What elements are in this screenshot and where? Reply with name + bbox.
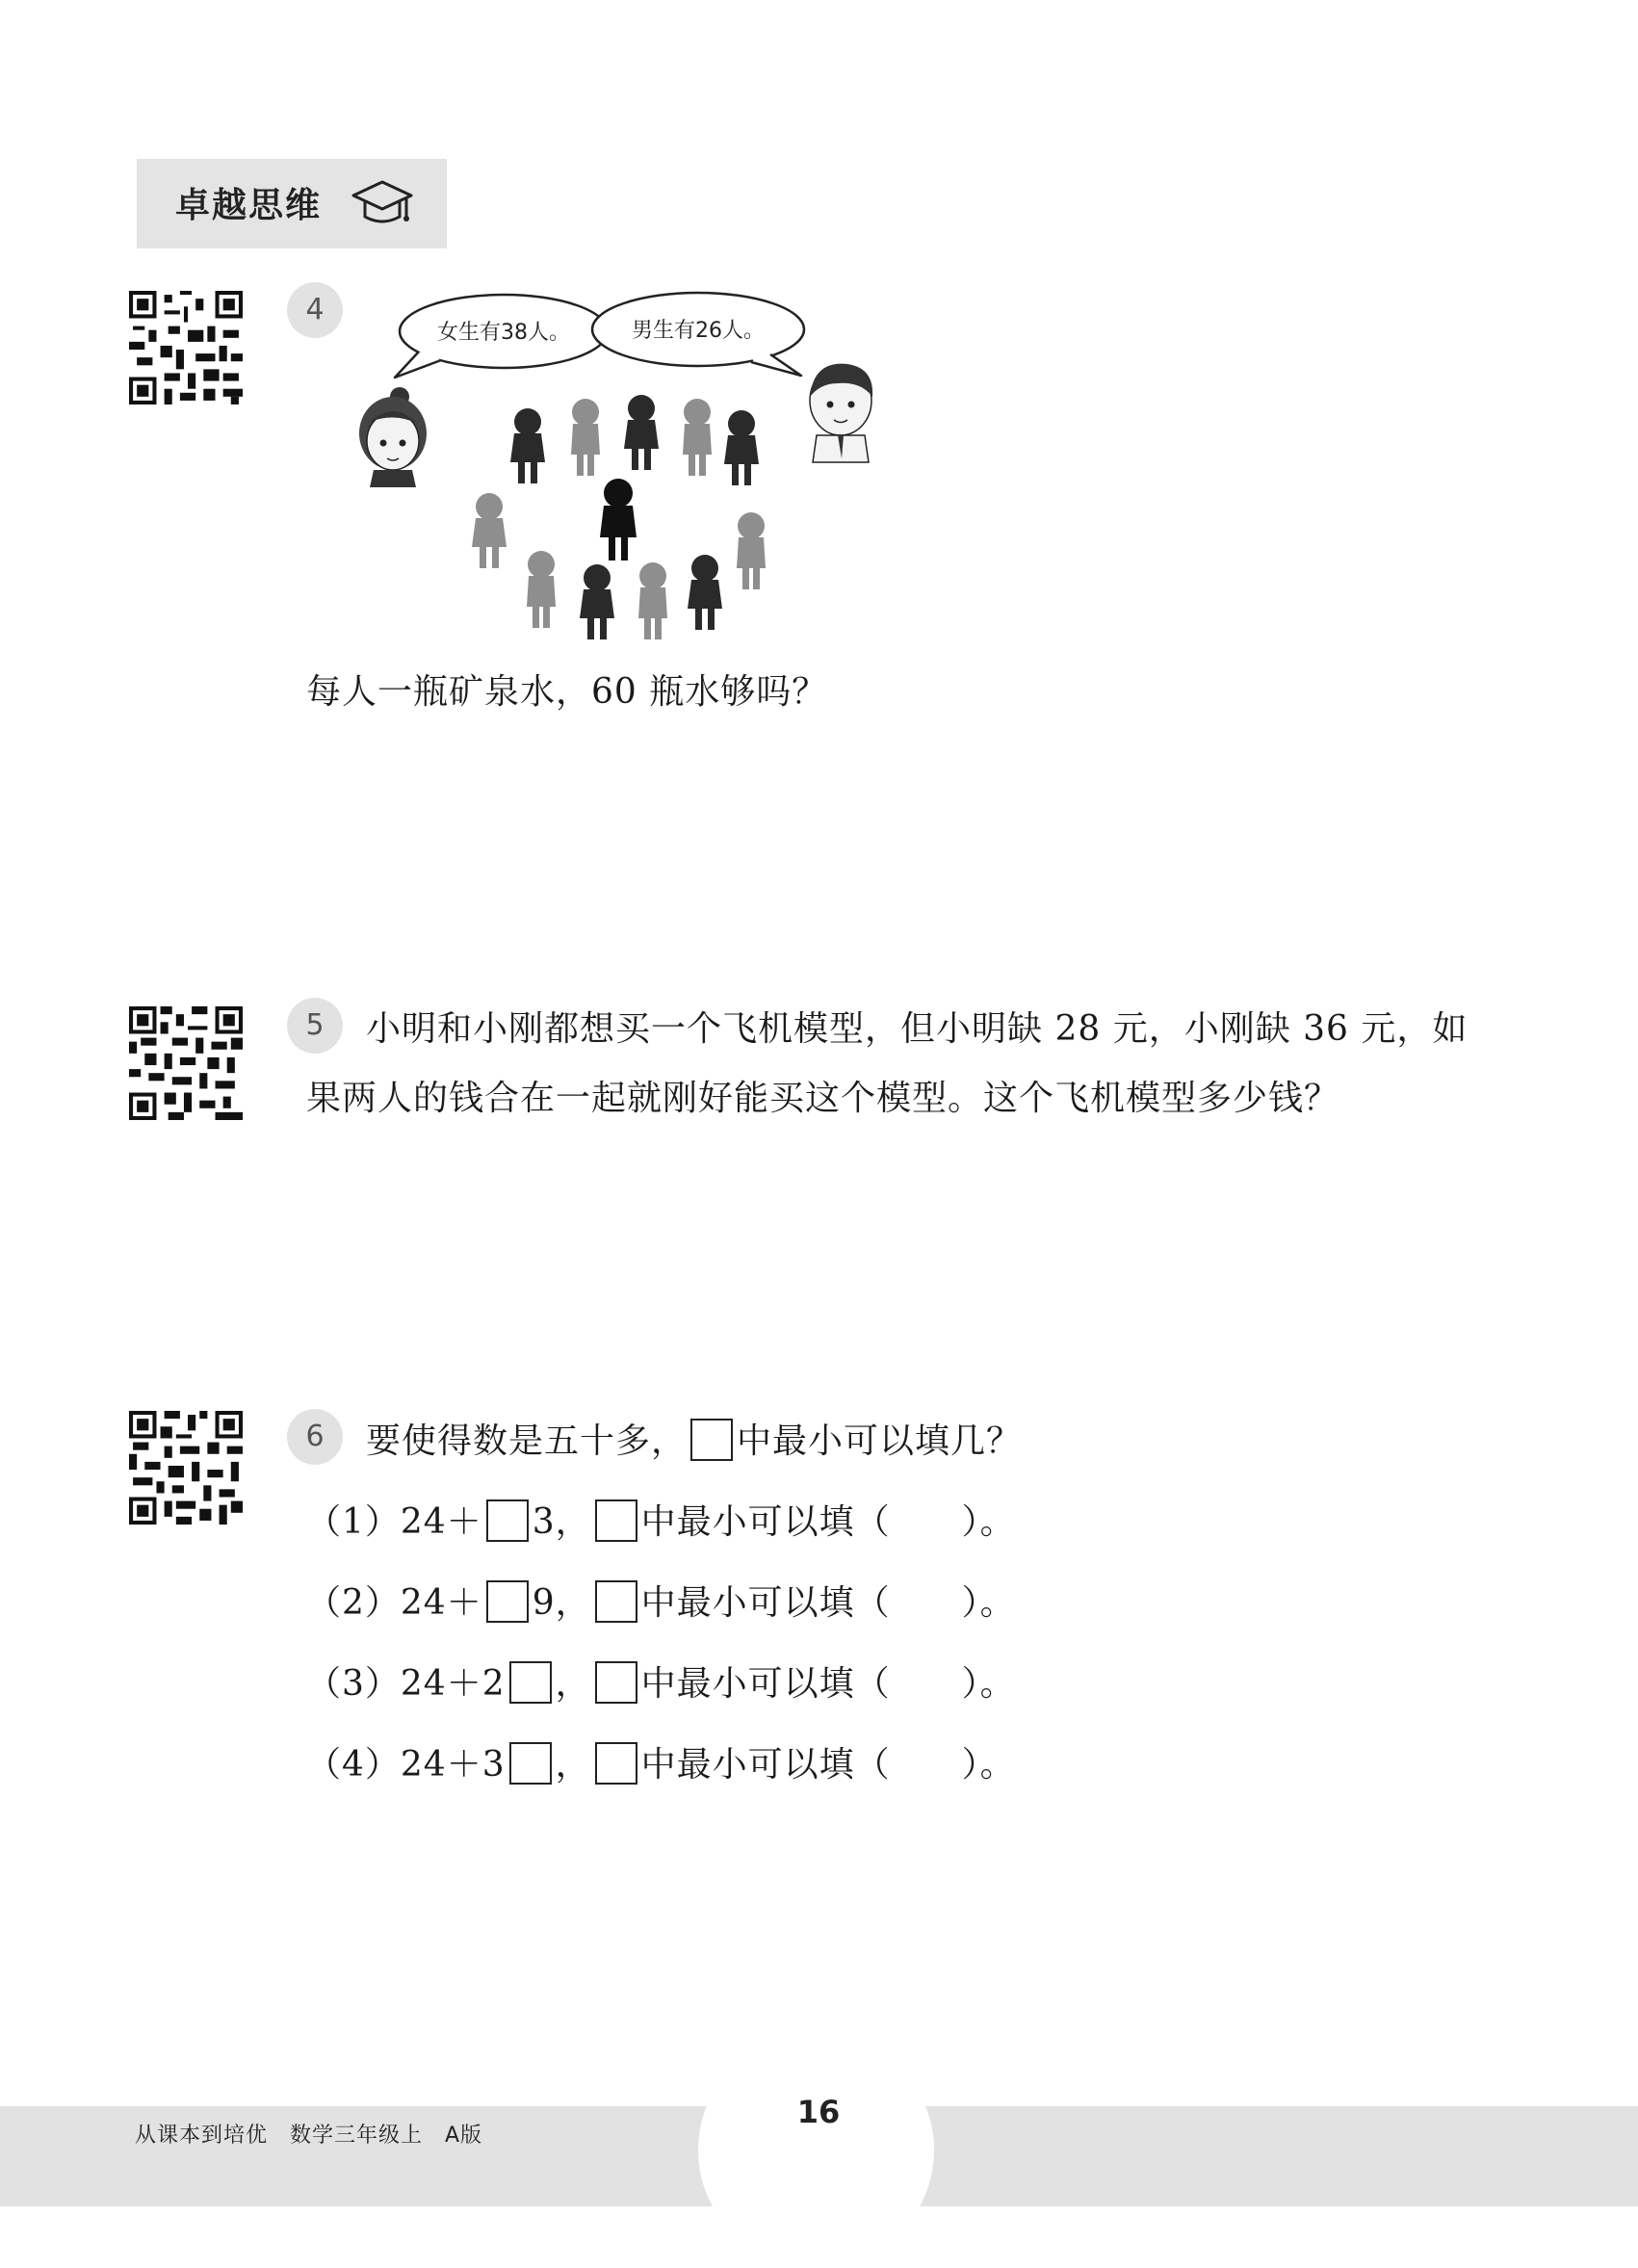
answer-box[interactable] [486, 1580, 529, 1623]
qr-code-q4[interactable] [129, 291, 243, 404]
section-header [137, 159, 447, 248]
question-number-6: 6 [287, 1409, 343, 1465]
silhouette-8 [737, 512, 766, 589]
silhouette-4 [683, 399, 712, 476]
silhouette-3 [624, 395, 659, 470]
q6-item-1-tail: 中最小可以填（ ）。 [640, 1502, 1016, 1542]
silhouette-12 [688, 555, 722, 630]
silhouette-2 [571, 399, 600, 476]
q6-item-1-label: （1）24＋ [306, 1502, 482, 1542]
qr-code-q5[interactable] [129, 1006, 243, 1120]
boy-figure [810, 364, 872, 462]
graduation-cap-icon [349, 174, 416, 232]
silhouette-10 [580, 564, 614, 639]
blank-box [595, 1580, 637, 1623]
speech-bubble-boy [592, 293, 804, 376]
q6-item-3 [306, 1656, 1016, 1708]
q4-question-text: 每人一瓶矿泉水，60 瓶水够吗？ [306, 672, 828, 712]
q5-text-line1: 小明和小刚都想买一个飞机模型，但小明缺 28 元，小刚缺 36 元，如 [366, 1009, 1469, 1049]
silhouette-9 [527, 551, 556, 628]
q6-item-2-label: （2）24＋ [306, 1583, 482, 1623]
footer-page-circle [698, 2032, 934, 2268]
q6-item-4-tail: 中最小可以填（ ）。 [640, 1745, 1016, 1785]
blank-box [595, 1661, 637, 1704]
q6-prompt-after: 中最小可以填几？ [737, 1421, 1023, 1461]
silhouette-11 [638, 562, 667, 639]
student-silhouettes [472, 395, 766, 639]
q6-item-3-tail: 中最小可以填（ ）。 [640, 1664, 1016, 1704]
bubble-boy-text: 男生有26人。 [632, 319, 765, 343]
q6-prompt [366, 1414, 1022, 1465]
q6-item-2-mid: 9， [532, 1583, 591, 1623]
question-number-5: 5 [287, 998, 343, 1054]
qr-code-q6[interactable] [129, 1411, 243, 1525]
footer-book-title: 从课本到培优 数学三年级上 A版 [135, 2124, 483, 2148]
silhouette-6 [472, 493, 507, 568]
q6-item-2-tail: 中最小可以填（ ）。 [640, 1583, 1016, 1623]
silhouette-1 [510, 408, 545, 483]
answer-box[interactable] [509, 1742, 552, 1785]
q6-item-2 [306, 1576, 1016, 1627]
q6-item-3-label: （3）24＋2 [306, 1664, 506, 1704]
q6-item-1-mid: 3， [532, 1502, 591, 1542]
q6-prompt-before: 要使得数是五十多， [366, 1421, 688, 1461]
answer-box[interactable] [509, 1661, 552, 1704]
q5-text-line2: 果两人的钱合在一起就刚好能买这个模型。这个飞机模型多少钱？ [306, 1079, 1340, 1118]
illustration-students [327, 289, 905, 655]
q6-item-4 [306, 1737, 1016, 1788]
page-number: 16 [796, 2094, 841, 2130]
q6-item-4-mid: ， [555, 1745, 591, 1785]
girl-figure [359, 387, 427, 487]
speech-bubble-girl [395, 295, 608, 378]
section-title: 卓越思维 [175, 186, 323, 225]
blank-box [690, 1419, 733, 1461]
blank-box [595, 1742, 637, 1785]
q6-item-4-label: （4）24＋3 [306, 1745, 506, 1785]
q6-item-3-mid: ， [555, 1664, 591, 1704]
silhouette-5 [724, 410, 759, 485]
question-number-4: 4 [287, 282, 343, 338]
blank-box [595, 1499, 637, 1542]
bubble-girl-text: 女生有38人。 [437, 321, 570, 345]
q6-item-1 [306, 1495, 1016, 1546]
answer-box[interactable] [486, 1499, 529, 1542]
silhouette-7 [600, 479, 637, 560]
